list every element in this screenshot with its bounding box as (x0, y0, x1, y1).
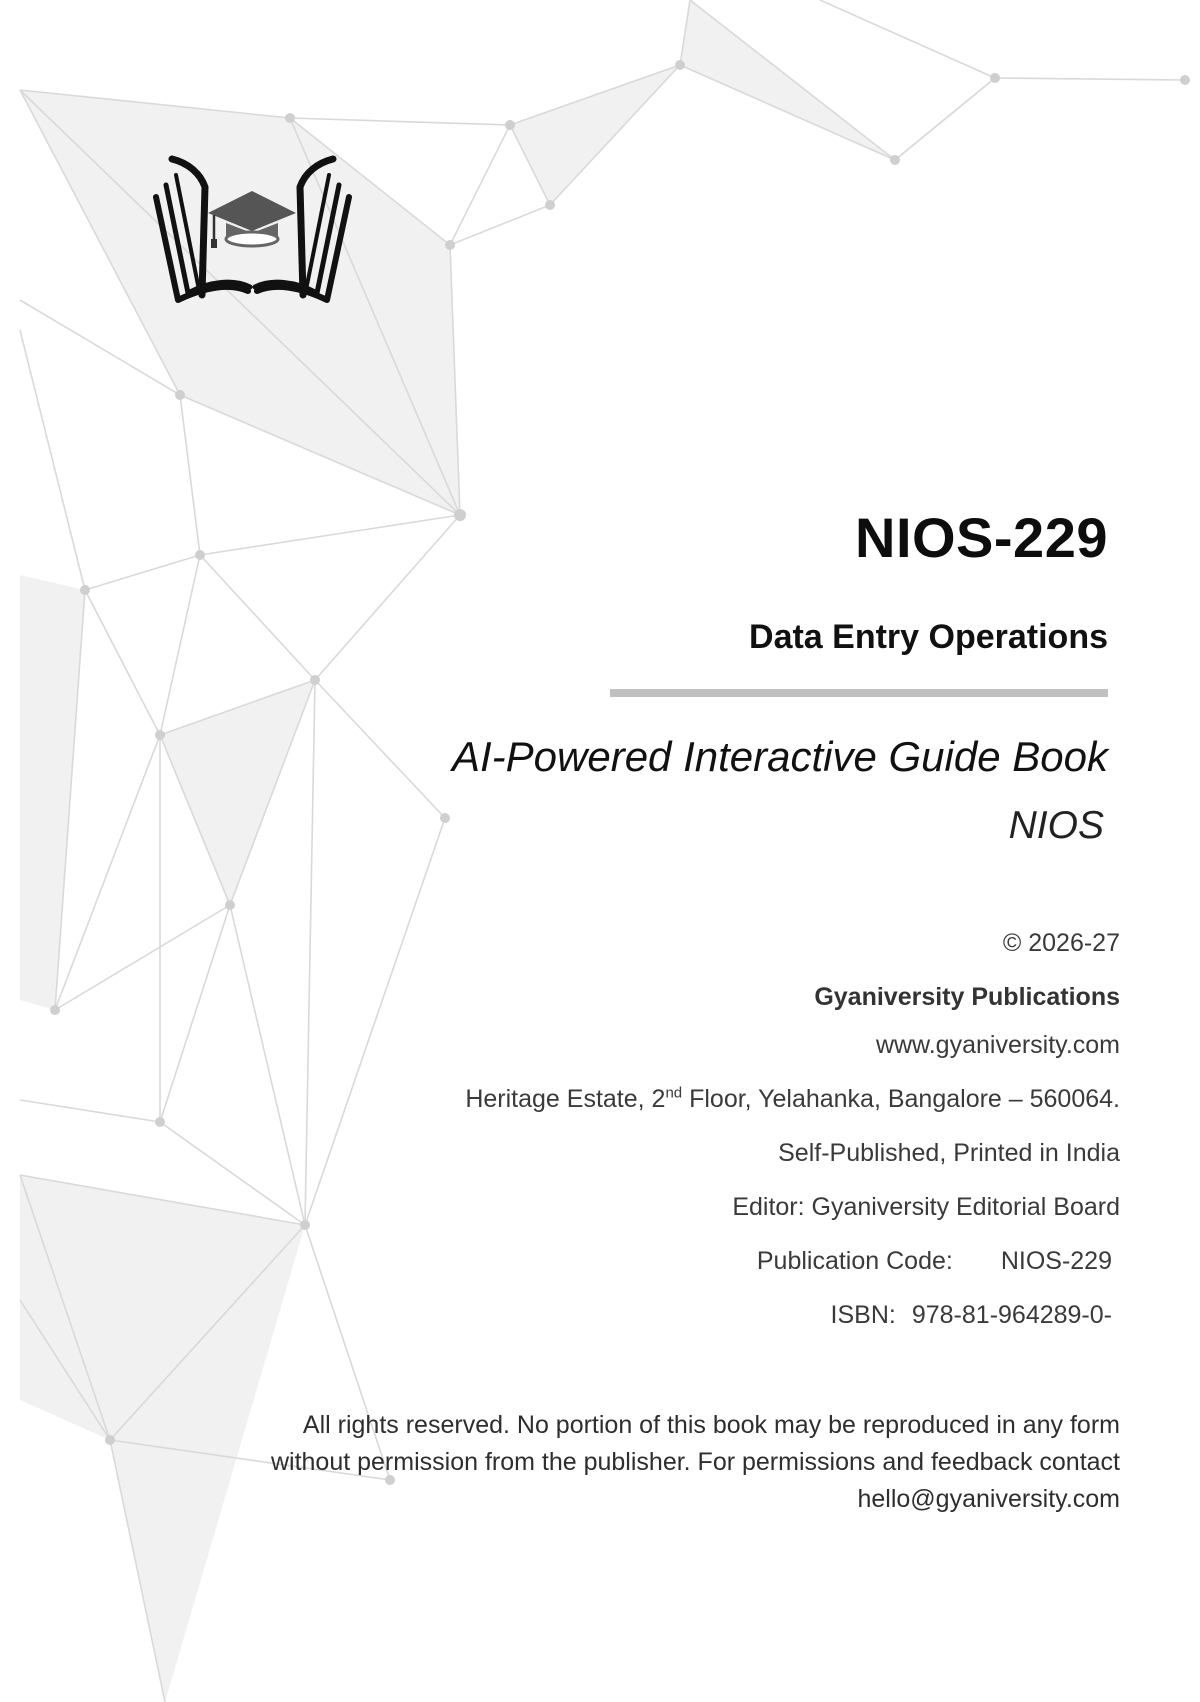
isbn-value: 978-81-964289-0- (911, 1301, 1112, 1329)
guide-book-title: AI-Powered Interactive Guide Book (451, 733, 1108, 780)
printing-info: Self-Published, Printed in India (778, 1139, 1120, 1167)
book-code-title: NIOS-229 (855, 506, 1108, 569)
isbn (831, 1301, 1112, 1330)
address-part-1: Heritage Estate, 2 (465, 1085, 666, 1113)
publisher-website: www.gyaniversity.com (875, 1031, 1120, 1059)
publication-code-value: NIOS-229 (1000, 1247, 1112, 1275)
board-name: NIOS (1008, 804, 1104, 847)
isbn-label: ISBN: (830, 1301, 896, 1329)
title-divider (610, 689, 1108, 697)
publisher-address (465, 1085, 1120, 1114)
copyright-year: © 2026-27 (1002, 929, 1120, 957)
publication-code (757, 1247, 1112, 1276)
subject-title: Data Entry Operations (749, 618, 1108, 656)
publisher-name: Gyaniversity Publications (814, 983, 1120, 1011)
address-ordinal-suffix: nd (665, 1084, 683, 1102)
rights-notice: All rights reserved. No portion of this book may be reproduced in any form without permission from the publisher. For permissions and feedback contact hello@gyaniversity.com (270, 1411, 1120, 1513)
editor-info: Editor: Gyaniversity Editorial Board (732, 1193, 1120, 1221)
open-book-graduation-cap-icon (150, 155, 355, 310)
publication-code-label: Publication Code: (756, 1247, 953, 1275)
address-part-2: Floor, Yelahanka, Bangalore – 560064. (682, 1085, 1120, 1113)
